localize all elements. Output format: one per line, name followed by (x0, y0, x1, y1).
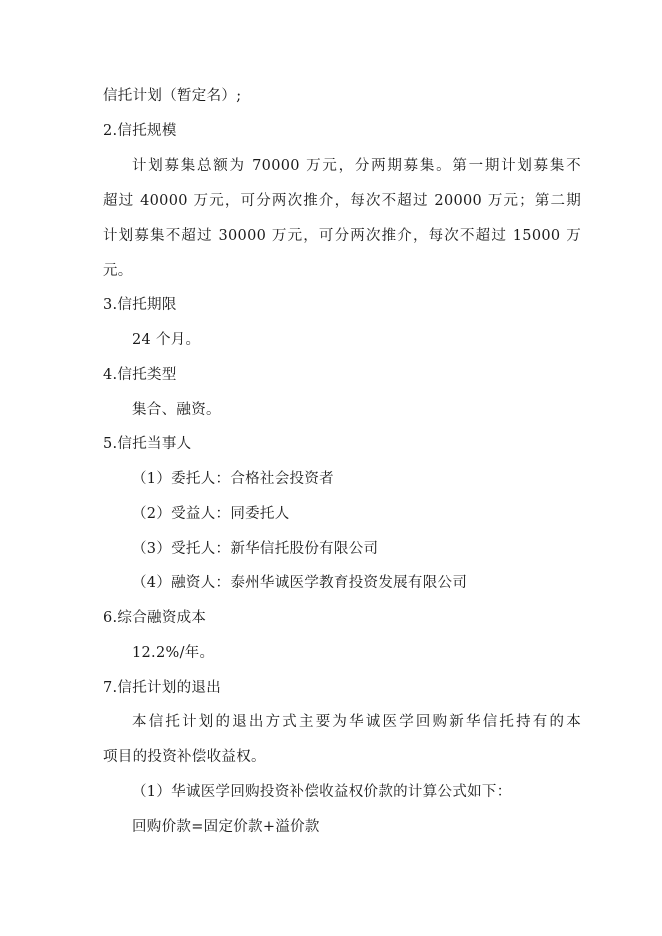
exit-paragraph-line-2: 项目的投资补偿收益权。 (103, 749, 266, 765)
party-item: （4）融资人：泰州华诚医学教育投资发展有限公司 (132, 575, 468, 591)
repurchase-formula: 回购价款=固定价款+溢价款 (132, 819, 320, 835)
type-text: 集合、融资。 (132, 402, 221, 418)
section-2-heading: 2.信托规模 (103, 123, 177, 139)
section-6-heading: 6.综合融资成本 (103, 610, 207, 626)
cost-text: 12.2%/年。 (132, 645, 215, 661)
party-item: （3）受托人：新华信托股份有限公司 (132, 541, 379, 557)
trust-plan-name-line: 信托计划（暂定名）; (103, 88, 242, 104)
party-item: （1）委托人：合格社会投资者 (132, 471, 334, 487)
section-5-heading: 5.信托当事人 (103, 436, 192, 452)
repurchase-formula-intro: （1）华诚医学回购投资补偿收益权价款的计算公式如下： (132, 784, 512, 800)
scale-paragraph-line-4: 元。 (103, 263, 133, 279)
exit-paragraph-line-1: 本信托计划的退出方式主要为华诚医学回购新华信托持有的本 (132, 714, 581, 730)
scale-paragraph-line-3: 计划募集不超过 30000 万元，可分两次推介，每次不超过 15000 万 (103, 228, 581, 244)
scale-paragraph-line-1: 计划募集总额为 70000 万元，分两期募集。第一期计划募集不 (132, 158, 581, 174)
section-7-heading: 7.信托计划的退出 (103, 680, 222, 696)
section-4-heading: 4.信托类型 (103, 367, 177, 383)
term-text: 24 个月。 (132, 332, 201, 348)
section-3-heading: 3.信托期限 (103, 297, 177, 313)
party-item: （2）受益人：同委托人 (132, 506, 290, 522)
scale-paragraph-line-2: 超过 40000 万元，可分两次推介，每次不超过 20000 万元；第二期 (103, 193, 581, 209)
